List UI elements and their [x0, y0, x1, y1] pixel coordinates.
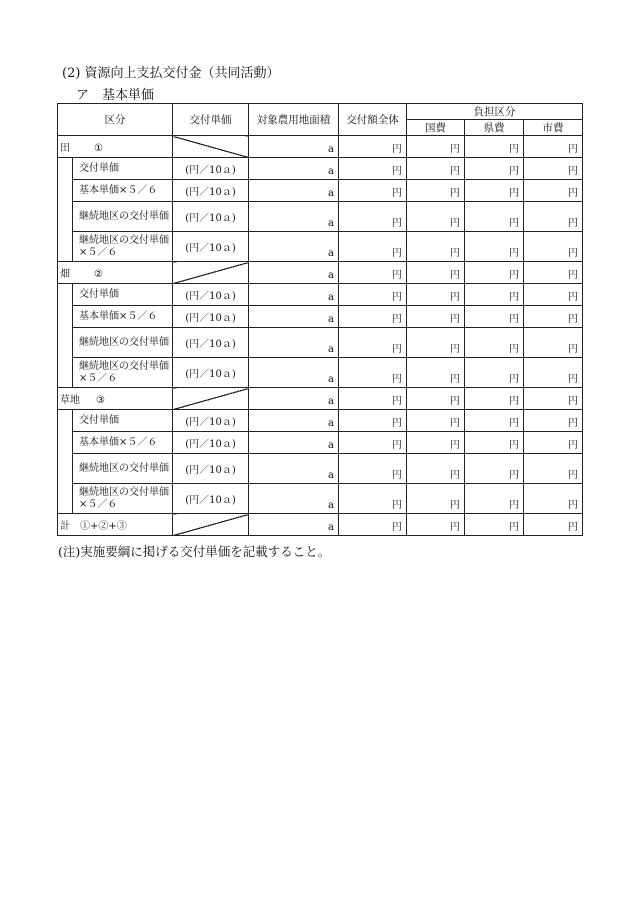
table-row: 基本単価×５／６ (円／10ａ) a 円 円 円 円	[58, 180, 583, 202]
row-label: 継続地区の交付単価×５／６	[73, 232, 173, 262]
row-label: 継続地区の交付単価	[73, 454, 173, 484]
row-label: 交付単価	[73, 158, 173, 180]
group-label: 田 ①	[58, 136, 173, 158]
unit-cell: (円／10ａ)	[173, 158, 249, 180]
row-label: 継続地区の交付単価	[73, 202, 173, 232]
national-cell: 円	[407, 136, 465, 158]
group-label: 畑 ②	[58, 262, 173, 284]
group-row-grassland: 草地 ③ a 円 円 円 円	[58, 388, 583, 410]
diagonal-cell	[173, 514, 249, 536]
header-area: 対象農用地面積	[249, 104, 339, 136]
group-label: 草地 ③	[58, 388, 173, 410]
row-label: 基本単価×５／６	[73, 432, 173, 454]
city-cell: 円	[524, 136, 583, 158]
area-cell: a	[249, 136, 339, 158]
header-city: 市費	[524, 120, 583, 136]
row-label: 基本単価×５／６	[73, 180, 173, 202]
unit-price-table	[57, 103, 583, 536]
table-row: 継続地区の交付単価×５／６ (円／10ａ) a 円 円 円 円	[58, 484, 583, 514]
prefecture-cell: 円	[465, 136, 524, 158]
header-prefecture: 県費	[465, 120, 524, 136]
table-row: 交付単価 (円／10ａ) a 円 円 円 円	[58, 410, 583, 432]
group-row-paddy	[58, 136, 583, 158]
row-label: 継続地区の交付単価×５／６	[73, 358, 173, 388]
row-label: 交付単価	[73, 284, 173, 306]
subsection-heading: ア 基本単価	[76, 88, 155, 103]
table-row: 継続地区の交付単価 (円／10ａ) a 円 円 円 円	[58, 454, 583, 484]
table-row: 継続地区の交付単価 (円／10ａ) a 円 円 円 円	[58, 328, 583, 358]
diagonal-cell	[173, 388, 249, 410]
diagonal-cell	[173, 262, 249, 284]
table-row: 継続地区の交付単価×５／６ (円／10ａ) a 円 円 円 円	[58, 232, 583, 262]
row-label: 継続地区の交付単価	[73, 328, 173, 358]
row-label: 基本単価×５／６	[73, 306, 173, 328]
table-row: 交付単価 (円／10ａ) a 円 円 円 円	[58, 158, 583, 180]
table-row: 基本単価×５／６ (円／10ａ) a 円 円 円 円	[58, 432, 583, 454]
table-row: 基本単価×５／６ (円／10ａ) a 円 円 円 円	[58, 306, 583, 328]
table-row: 継続地区の交付単価×５／６ (円／10ａ) a 円 円 円 円	[58, 358, 583, 388]
table-row: 継続地区の交付単価 (円／10ａ) a 円 円 円 円	[58, 202, 583, 232]
header-total: 交付額全体	[339, 104, 407, 136]
diagonal-cell	[173, 136, 249, 158]
header-row-1	[58, 104, 583, 120]
group-row-field: 畑 ② a 円 円 円 円	[58, 262, 583, 284]
row-label: 継続地区の交付単価×５／６	[73, 484, 173, 514]
header-unit-price: 交付単価	[173, 104, 249, 136]
total-row: 計 ①+②+③ a 円 円 円 円	[58, 514, 583, 536]
total-cell: 円	[339, 136, 407, 158]
header-kubun: 区分	[58, 104, 173, 136]
header-burden: 負担区分	[407, 104, 583, 120]
footnote: (注)実施要綱に掲げる交付単価を記載すること。	[58, 544, 331, 559]
table-row: 交付単価 (円／10ａ) a 円 円 円 円	[58, 284, 583, 306]
header-national: 国費	[407, 120, 465, 136]
total-label: 計 ①+②+③	[58, 514, 173, 536]
row-label: 交付単価	[73, 410, 173, 432]
section-heading: (2) 資源向上支払交付金（共同活動）	[62, 66, 280, 81]
